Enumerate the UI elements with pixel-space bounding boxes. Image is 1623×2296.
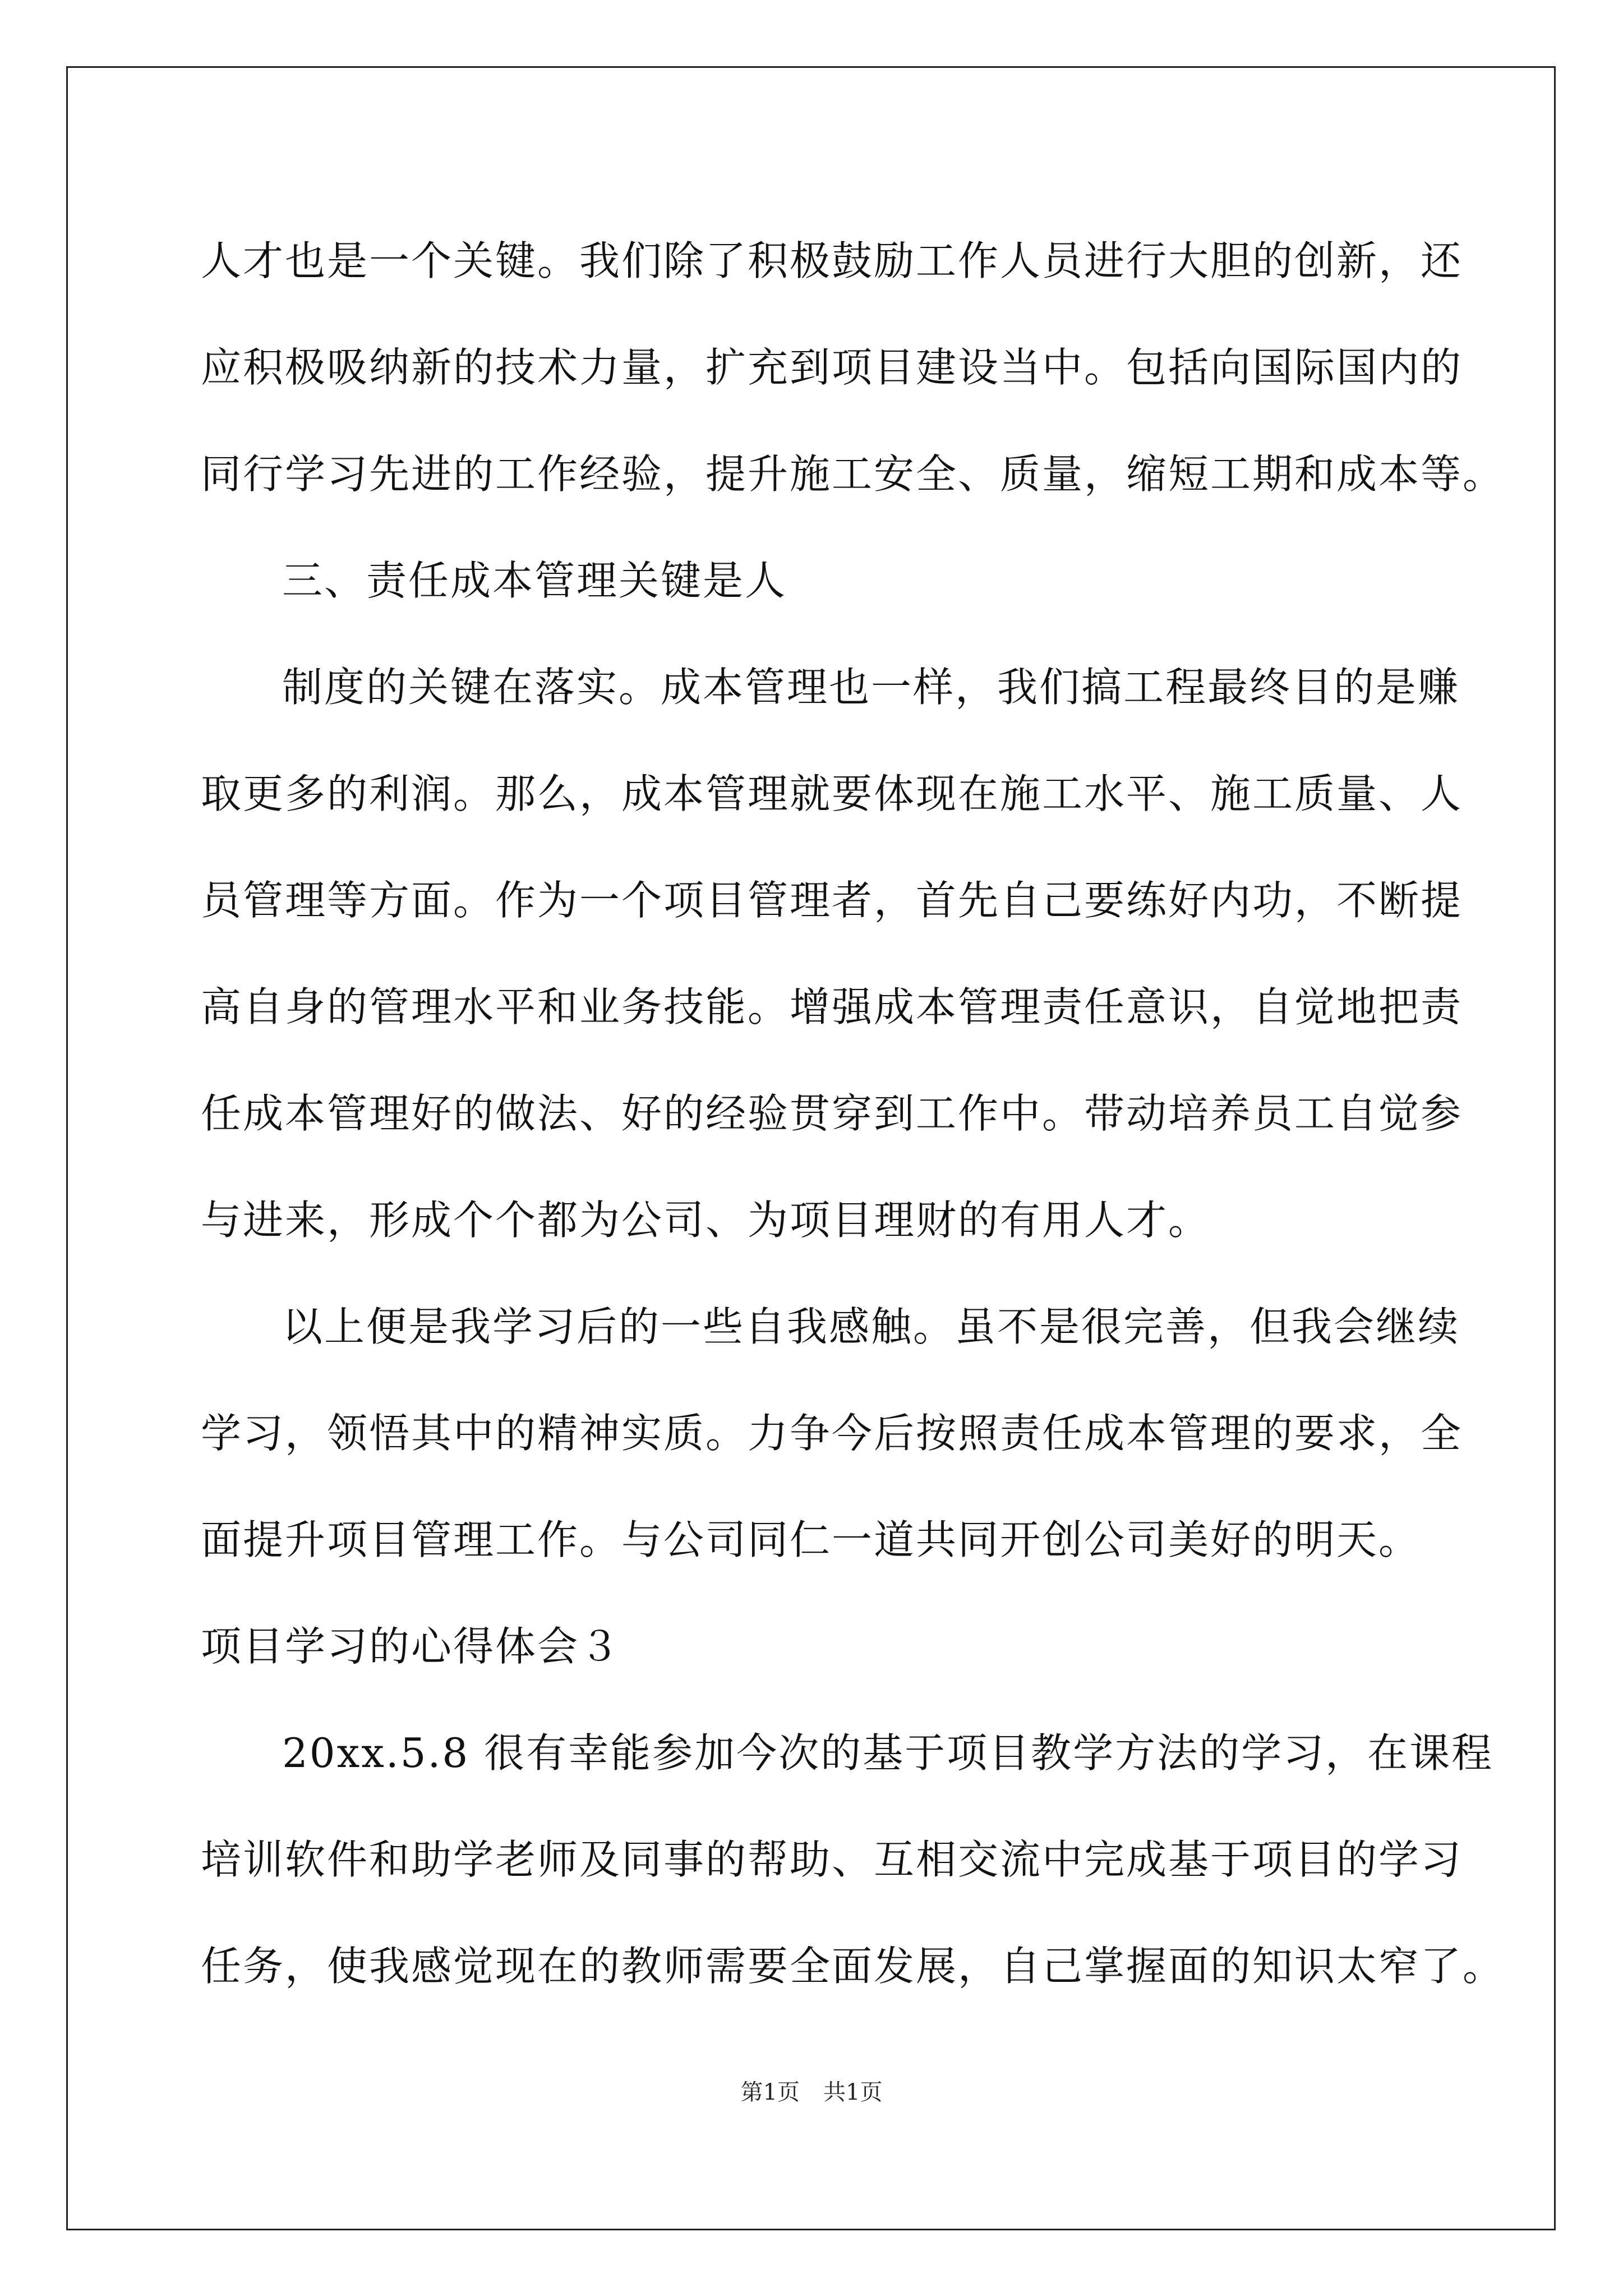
text-line: 面提升项目管理工作。与公司同仁一道共同开创公司美好的明天。 bbox=[201, 1516, 1421, 1563]
text-line: 同行学习先进的工作经验，提升施工安全、质量，缩短工期和成本等。 bbox=[201, 450, 1505, 498]
text-line: 学习，领悟其中的精神实质。力争今后按照责任成本管理的要求，全 bbox=[201, 1410, 1463, 1457]
section-heading: 三、责任成本管理关键是人 bbox=[282, 557, 787, 604]
page-footer bbox=[0, 2078, 1623, 2106]
text-line: 人才也是一个关键。我们除了积极鼓励工作人员进行大胆的创新，还 bbox=[201, 237, 1463, 284]
document-body bbox=[201, 208, 1505, 2019]
text-line: 制度的关键在落实。成本管理也一样，我们搞工程最终目的是赚 bbox=[282, 664, 1460, 711]
text-line: 任成本管理好的做法、好的经验贯穿到工作中。带动培养员工自觉参 bbox=[201, 1090, 1463, 1137]
text-line: 取更多的利润。那么，成本管理就要体现在施工水平、施工质量、人 bbox=[201, 770, 1463, 817]
text-line: 任务，使我感觉现在的教师需要全面发展，自己掌握面的知识太窄了。 bbox=[201, 1943, 1505, 1990]
text-line: 应积极吸纳新的技术力量，扩充到项目建设当中。包括向国际国内的 bbox=[201, 344, 1463, 391]
text-line: 20xx.5.8 很有幸能参加今次的基于项目教学方法的学习，在课程 bbox=[282, 1729, 1494, 1777]
text-line: 以上便是我学习后的一些自我感触。虽不是很完善，但我会继续 bbox=[282, 1303, 1460, 1350]
page-number: 第1页 bbox=[740, 2079, 800, 2105]
text-line: 与进来，形成个个都为公司、为项目理财的有用人才。 bbox=[201, 1197, 1211, 1244]
page-total: 共1页 bbox=[823, 2079, 883, 2105]
text-line: 高自身的管理水平和业务技能。增强成本管理责任意识，自觉地把责 bbox=[201, 983, 1463, 1030]
text-line: 培训软件和助学老师及同事的帮助、互相交流中完成基于项目的学习 bbox=[201, 1836, 1463, 1883]
text-line: 员管理等方面。作为一个项目管理者，首先自己要练好内功，不断提 bbox=[201, 877, 1463, 924]
article-title: 项目学习的心得体会３ bbox=[201, 1623, 622, 1670]
